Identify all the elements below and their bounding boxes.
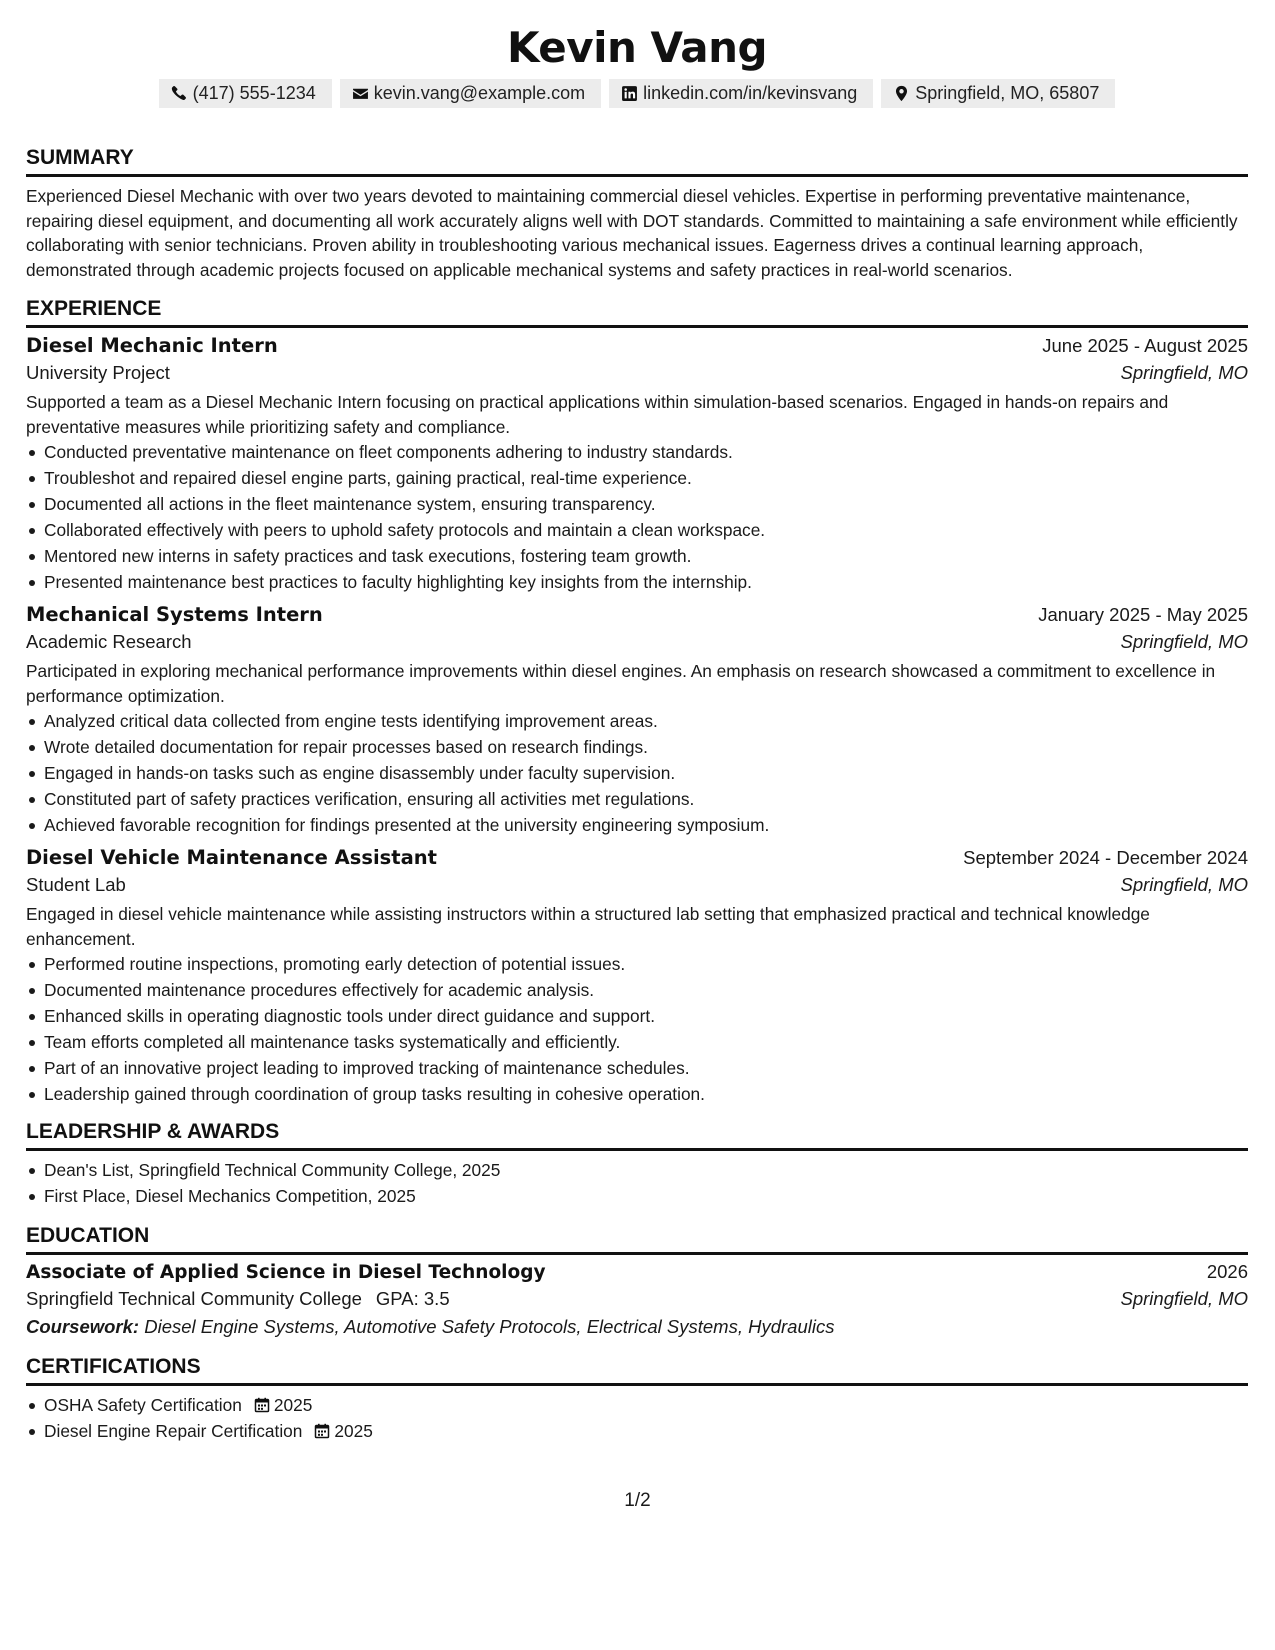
list-item	[26, 1418, 1248, 1444]
list-item: Enhanced skills in operating diagnostic tools under direct guidance and support.	[26, 1003, 1248, 1029]
certifications-section	[26, 1354, 1248, 1444]
list-item: Part of an innovative project leading to improved tracking of maintenance schedules.	[26, 1055, 1248, 1081]
job-dates: January 2025 - May 2025	[1038, 604, 1248, 625]
job-dates: September 2024 - December 2024	[963, 847, 1248, 868]
list-item: Analyzed critical data collected from engine tests identifying improvement areas.	[26, 708, 1248, 734]
list-item: Conducted preventative maintenance on fleet components adhering to industry standards.	[26, 439, 1248, 465]
list-item: Documented all actions in the fleet maintenance system, ensuring transparency.	[26, 491, 1248, 517]
linkedin-text: linkedin.com/in/kevinsvang	[643, 83, 858, 103]
certifications-heading: CERTIFICATIONS	[26, 1354, 1248, 1386]
envelope-icon	[352, 85, 369, 102]
certifications-list	[26, 1392, 1248, 1444]
list-item: Engaged in hands-on tasks such as engine disassembly under faculty supervision.	[26, 760, 1248, 786]
contact-email[interactable]	[340, 79, 601, 108]
contact-phone[interactable]	[159, 79, 332, 108]
education-heading: EDUCATION	[26, 1223, 1248, 1255]
list-item: Leadership gained through coordination of group tasks resulting in cohesive operation.	[26, 1081, 1248, 1107]
resume-content	[26, 0, 1248, 1444]
certification-name: Diesel Engine Repair Certification	[44, 1421, 303, 1441]
list-item: Wrote detailed documentation for repair processes based on research findings.	[26, 734, 1248, 760]
coursework-label: Coursework:	[26, 1316, 140, 1337]
calendar-icon	[314, 1423, 330, 1439]
coursework-list: Diesel Engine Systems, Automotive Safety Protocols, Electrical Systems, Hydraulics	[144, 1316, 835, 1337]
degree-title: Associate of Applied Science in Diesel Technology	[26, 1262, 546, 1283]
job-organization: Academic Research	[26, 631, 192, 652]
contact-linkedin[interactable]	[609, 79, 873, 108]
job-entry	[26, 846, 1248, 1107]
job-organization: University Project	[26, 362, 170, 383]
certification-date: 2025	[273, 1395, 313, 1415]
school-name: Springfield Technical Community College	[26, 1288, 362, 1309]
job-title: Diesel Mechanic Intern	[26, 334, 278, 357]
candidate-name: Kevin Vang	[506, 23, 768, 72]
list-item: Team efforts completed all maintenance tasks systematically and efficiently.	[26, 1029, 1248, 1055]
list-item: Collaborated effectively with peers to uphold safety protocols and maintain a clean workspace.	[26, 517, 1248, 543]
job-description: Supported a team as a Diesel Mechanic Intern focusing on practical applications within simulation-based scenarios. Engaged in hands-on repairs and preventative measures while prioritizing safety and compliance.	[26, 392, 1169, 437]
list-item: Troubleshot and repaired diesel engine parts, gaining practical, real-time experience.	[26, 465, 1248, 491]
list-item: Mentored new interns in safety practices and task executions, fostering team growth.	[26, 543, 1248, 569]
list-item: First Place, Diesel Mechanics Competition, 2025	[26, 1183, 1248, 1209]
certification-date: 2025	[334, 1421, 373, 1441]
experience-section	[26, 296, 1248, 1107]
summary-text: Experienced Diesel Mechanic with over two years devoted to maintaining commercial diesel vehicles. Expertise in performing preventative maintenance, repairing diesel equipment, and documenting all work accurately aligns well with DOT standards. Committed to maintaining a safe environment while efficiently collaborating with senior technicians. Proven ability in troubleshooting various mechanical issues. Eagerness drives a continual learning approach, demonstrated through academic projects focused on applicable mechanical systems and safety practices in real-world scenarios.	[26, 186, 1238, 280]
job-location: Springfield, MO	[1120, 362, 1248, 383]
job-dates: June 2025 - August 2025	[1042, 335, 1248, 356]
job-description: Engaged in diesel vehicle maintenance while assisting instructors within a structured lab setting that emphasized practical and technical knowledge enhancement.	[26, 904, 1150, 949]
email-text: kevin.vang@example.com	[373, 83, 586, 103]
map-pin-icon	[893, 85, 910, 102]
leadership-list	[26, 1157, 1248, 1209]
contact-bar	[26, 79, 1248, 108]
experience-heading: EXPERIENCE	[26, 296, 1248, 328]
job-organization: Student Lab	[26, 874, 126, 895]
contact-location	[881, 79, 1115, 108]
phone-text: (417) 555-1234	[192, 83, 316, 103]
calendar-icon	[254, 1397, 270, 1413]
phone-icon	[171, 85, 188, 102]
school-location: Springfield, MO	[1120, 1288, 1248, 1309]
summary-heading: SUMMARY	[26, 145, 1248, 177]
linkedin-icon	[621, 85, 638, 102]
list-item: Presented maintenance best practices to faculty highlighting key insights from the internship.	[26, 569, 1248, 595]
job-location: Springfield, MO	[1120, 631, 1248, 652]
list-item: Constituted part of safety practices verification, ensuring all activities met regulations.	[26, 786, 1248, 812]
location-text: Springfield, MO, 65807	[915, 83, 1100, 103]
job-title: Mechanical Systems Intern	[26, 603, 323, 626]
list-item: Achieved favorable recognition for findings presented at the university engineering symposium.	[26, 812, 1248, 838]
list-item: Documented maintenance procedures effectively for academic analysis.	[26, 977, 1248, 1003]
list-item: Performed routine inspections, promoting early detection of potential issues.	[26, 951, 1248, 977]
coursework	[26, 1316, 1248, 1338]
list-item: Dean's List, Springfield Technical Community College, 2025	[26, 1157, 1248, 1183]
list-item	[26, 1392, 1248, 1418]
job-description: Participated in exploring mechanical performance improvements within diesel engines. An emphasis on research showcased a commitment to excellence in performance optimization.	[26, 661, 1216, 706]
certification-name: OSHA Safety Certification	[44, 1395, 242, 1415]
summary-section	[26, 145, 1248, 282]
leadership-heading: LEADERSHIP & AWARDS	[26, 1119, 1248, 1151]
leadership-section	[26, 1119, 1248, 1209]
page-number: 1/2	[624, 1490, 651, 1511]
graduation-year: 2026	[1206, 1261, 1248, 1282]
education-section	[26, 1223, 1248, 1338]
job-location: Springfield, MO	[1120, 874, 1248, 895]
job-entry	[26, 334, 1248, 595]
job-bullets	[26, 951, 1248, 1107]
job-title: Diesel Vehicle Maintenance Assistant	[26, 846, 437, 869]
job-bullets	[26, 708, 1248, 838]
job-entry	[26, 603, 1248, 838]
job-bullets	[26, 439, 1248, 595]
gpa: GPA: 3.5	[375, 1288, 450, 1309]
